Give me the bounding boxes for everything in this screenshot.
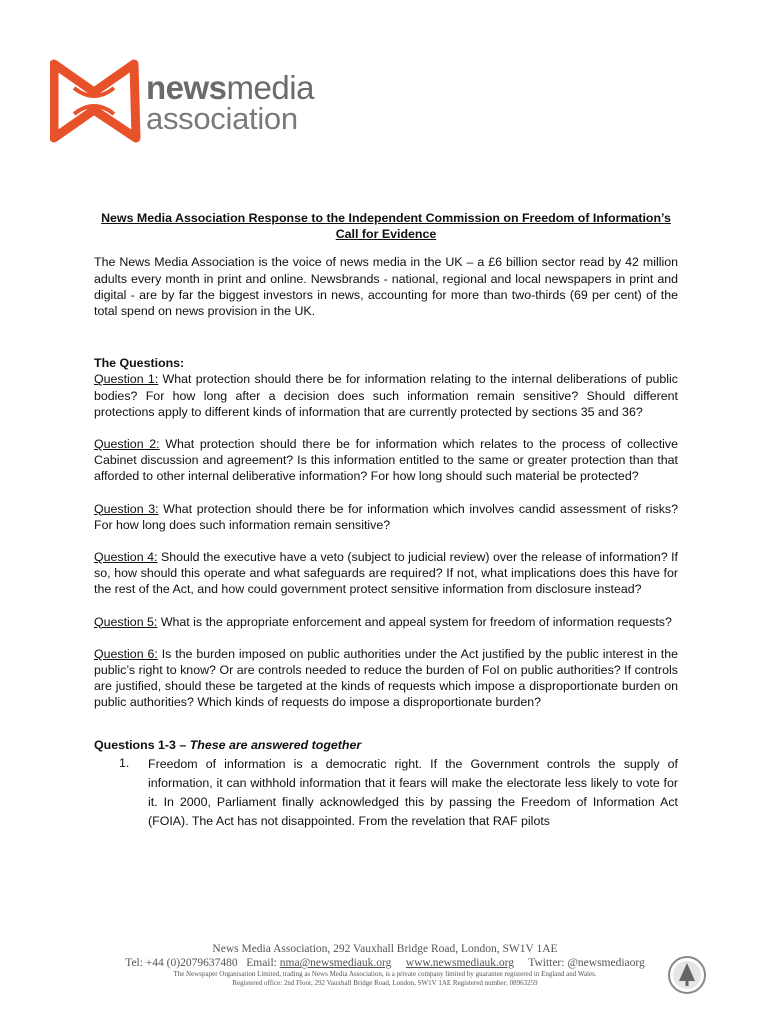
question-6 (94, 646, 678, 711)
question-5 (94, 614, 678, 630)
question-text: Is the burden imposed on public authorities under the Act justified by the public interest in the public’s right to know? Or are controls needed to reduce the burden of FoI on public authorities? If controls are justified, should these be targeted at the kinds of requests which impose a disproportionate burden on public authorities? Which kinds of requests do impose a disproportionate burden? (94, 646, 678, 710)
question-text: What is the appropriate enforcement and appeal system for freedom of information requests? (157, 614, 672, 629)
intro-paragraph: The News Media Association is the voice of news media in the UK – a £6 billion sector read by 42 million adults every month in print and online. Newsbrands - national, regional and local newspapers in print and digital - are by far the biggest investors in news, accounting for more than two-thirds (69 per cent) of the total spend on news provision in the UK. (94, 255, 678, 319)
answer-item-1 (94, 755, 678, 831)
questions-heading: The Questions: (94, 356, 185, 371)
question-text: What protection should there be for information which relates to the process of collective Cabinet discussion and agreement? Is this information entitled to the same or greater protection than that afforded to other internal deliberative information? For how long should such material be protected? (94, 437, 678, 484)
logo-word-news: news (146, 69, 227, 106)
footer-twitter: Twitter: @newsmediaorg (528, 957, 645, 969)
question-text: Should the executive have a veto (subject to judicial review) over the release of information? If so, how should this operate and what safeguards are required? If not, what implications does this have for the rest of the Act, and how could government protect sensitive information from disclosure instead? (94, 550, 679, 597)
footer-website-link[interactable]: www.newsmediauk.org (405, 957, 515, 969)
title-line-1: News Media Association Response to the Independent Commission on Freedom of Information’s (101, 211, 671, 225)
question-text: What protection should there be for information relating to the internal deliberations of public bodies? For how long after a decision does such information remain sensitive? Should different protections apply to different kinds of information that are currently protected by sections 35 and 36? (94, 372, 679, 419)
question-3 (94, 501, 678, 533)
logo-word-association: association (146, 101, 298, 136)
document-title (94, 210, 678, 242)
footer-contacts (0, 956, 770, 970)
accreditation-badge-icon (667, 955, 707, 995)
nma-logo-mark (50, 58, 142, 144)
page-footer (0, 942, 770, 988)
answer-heading-bold: Questions 1-3 – (94, 737, 190, 752)
question-label: Question 2: (94, 437, 160, 452)
logo-word-media: media (226, 69, 314, 106)
answer-heading (94, 737, 678, 753)
footer-legal-line-2: Registered office: 2nd Floor, 292 Vauxhall Bridge Road, London, SW1V 1AE Registered number: 08963259 (232, 979, 538, 987)
footer-address: News Media Association, 292 Vauxhall Bridge Road, London, SW1V 1AE (212, 943, 558, 955)
title-line-2: Call for Evidence (335, 227, 437, 242)
footer-legal-line-1: The Newspaper Organisation Limited, trading as News Media Association, is a private company limited by guarantee registered in England and Wales. (173, 970, 597, 978)
footer-tel: Tel: +44 (0)2079637480 (125, 957, 238, 969)
question-label: Question 3: (94, 501, 159, 516)
question-4 (94, 549, 678, 598)
footer-email-link[interactable]: nma@newsmediauk.org (279, 957, 392, 969)
answer-heading-italic: These are answered together (189, 737, 362, 752)
question-label: Question 5: (94, 614, 158, 629)
question-label: Question 4: (94, 550, 158, 565)
question-label: Question 6: (94, 646, 158, 661)
document-body (94, 210, 678, 831)
question-text: What protection should there be for information which involves candid assessment of risks? For how long does such information remain sensitive? (94, 501, 678, 532)
question-1 (94, 371, 678, 420)
footer-email-label: Email: (246, 957, 277, 969)
question-2 (94, 436, 678, 485)
answer-text: Freedom of information is a democratic right. If the Government controls the supply of information, it can withhold information that it fears will make the electorate less likely to vote for it. In 2000, Parliament finally acknowledged this by passing the Freedom of Information Act (FOIA). The Act has not disappointed. From the revelation that RAF pilots (148, 756, 678, 828)
answer-number: 1. (119, 755, 130, 770)
question-label: Question 1: (94, 372, 159, 387)
nma-logo (50, 58, 340, 148)
